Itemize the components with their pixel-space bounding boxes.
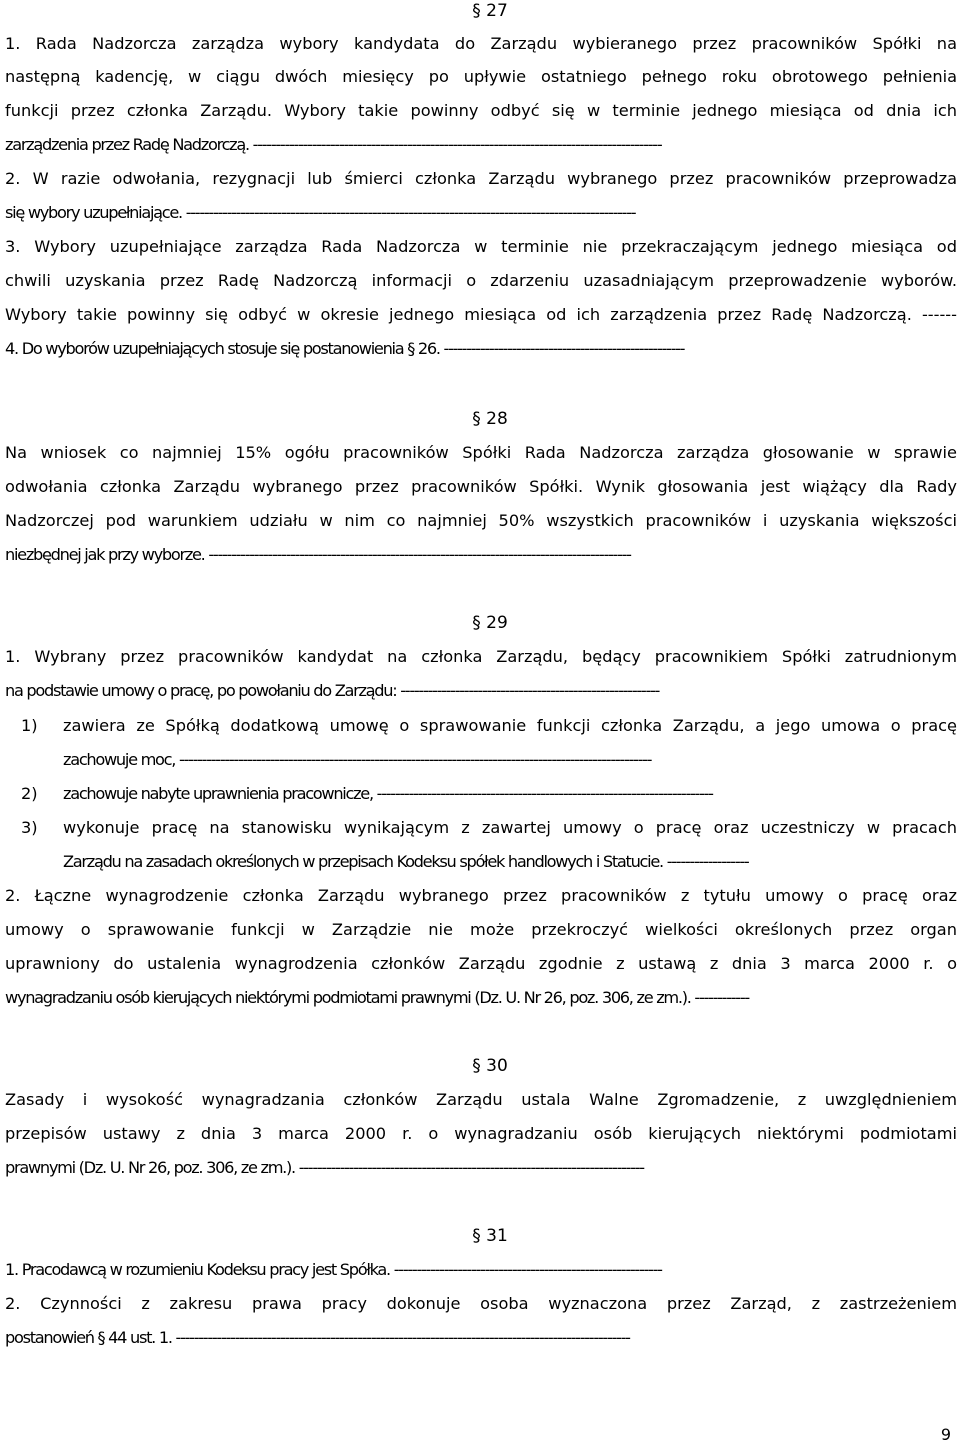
paragraph-line: 2. Czynności z zakresu prawa pracy dokonuje osoba wyznaczona przez Zarząd, z zastrzeżeniem	[5, 1294, 957, 1313]
paragraph-line: funkcji przez członka Zarządu. Wybory takie powinny odbyć się w terminie jednego miesiąca od dnia ich	[5, 101, 957, 120]
paragraph-line: zarządzenia przez Radę Nadzorczą. ------------------------------------------------------------------------------------------	[5, 135, 662, 154]
list-item-line: zawiera ze Spółką dodatkową umowę o sprawowanie funkcji członka Zarządu, a jego umowa o pracę	[63, 716, 957, 735]
paragraph-line: postanowień § 44 ust. 1. ----------------------------------------------------------------------------------------------------	[5, 1328, 630, 1347]
paragraph-line: się wybory uzupełniające. ---------------------------------------------------------------------------------------------------	[5, 203, 636, 222]
paragraph-line: 2. W razie odwołania, rezygnacji lub śmierci członka Zarządu wybranego przez pracowników przeprowadza	[5, 169, 957, 188]
paragraph-line: uprawniony do ustalenia wynagrodzenia członków Zarządu zgodnie z ustawą z dnia 3 marca 2000 r. o	[5, 954, 957, 973]
paragraph-line: 1. Pracodawcą w rozumieniu Kodeksu pracy jest Spółka. -----------------------------------------------------------	[5, 1260, 662, 1279]
list-item-number: 2)	[21, 784, 38, 803]
section-heading-29: § 29	[472, 613, 508, 633]
section-heading-30: § 30	[472, 1056, 508, 1076]
list-item-line: Zarządu na zasadach określonych w przepisach Kodeksu spółek handlowych i Statucie. ------------------	[63, 852, 749, 871]
paragraph-line: odwołania członka Zarządu wybranego przez pracowników Spółki. Wynik głosowania jest wiążący dla Rady	[5, 477, 957, 496]
list-item-number: 1)	[21, 716, 38, 735]
list-item-line: wykonuje pracę na stanowisku wynikającym z zawartej umowy o pracę oraz uczestniczy w pracach	[63, 818, 957, 837]
paragraph-line: 1. Rada Nadzorcza zarządza wybory kandydata do Zarządu wybieranego przez pracowników Spółki na	[5, 34, 957, 53]
list-item-number: 3)	[21, 818, 38, 837]
paragraph-line: przepisów ustawy z dnia 3 marca 2000 r. o wynagradzaniu osób kierujących niektórymi podmiotami	[5, 1124, 957, 1143]
section-heading-31: § 31	[472, 1226, 508, 1246]
list-item-line: zachowuje nabyte uprawnienia pracownicze, --------------------------------------------------------------------------	[63, 784, 713, 803]
paragraph-line: chwili uzyskania przez Radę Nadzorczą informacji o zdarzeniu uzasadniającym przeprowadzenie wyborów.	[5, 271, 957, 290]
paragraph-line: 3. Wybory uzupełniające zarządza Rada Nadzorcza w terminie nie przekraczającym jednego miesiąca od	[5, 237, 957, 256]
page-number: 9	[940, 1425, 951, 1444]
paragraph-line: wynagradzaniu osób kierujących niektórymi podmiotami prawnymi (Dz. U. Nr 26, poz. 306, ze zm.). ------------	[5, 988, 749, 1007]
paragraph-line: umowy o sprawowanie funkcji w Zarządzie nie może przekroczyć wielkości określonych przez organ	[5, 920, 957, 939]
paragraph-line: niezbędnej jak przy wyborze. ---------------------------------------------------------------------------------------------	[5, 545, 631, 564]
paragraph-line: Zasady i wysokość wynagradzania członków Zarządu ustala Walne Zgromadzenie, z uwzględnieniem	[5, 1090, 957, 1109]
paragraph-line: prawnymi (Dz. U. Nr 26, poz. 306, ze zm.). ----------------------------------------------------------------------------	[5, 1158, 644, 1177]
paragraph-line: Nadzorczej pod warunkiem udziału w nim co najmniej 50% wszystkich pracowników i uzyskania większości	[5, 511, 957, 530]
paragraph-line: 4. Do wyborów uzupełniających stosuje się postanowienia § 26. -----------------------------------------------------	[5, 339, 685, 358]
paragraph-line: 2. Łączne wynagrodzenie członka Zarządu wybranego przez pracowników z tytułu umowy o pracę oraz	[5, 886, 957, 905]
paragraph-line: Wybory takie powinny się odbyć w okresie jednego miesiąca od ich zarządzenia przez Radę Nadzorczą. ------	[5, 305, 957, 324]
section-heading-28: § 28	[472, 409, 508, 429]
paragraph-line: następną kadencję, w ciągu dwóch miesięcy po upływie ostatniego pełnego roku obrotowego pełnienia	[5, 67, 957, 86]
paragraph-line: na podstawie umowy o pracę, po powołaniu do Zarządu: ---------------------------------------------------------	[5, 681, 660, 700]
list-item-line: zachowuje moc, --------------------------------------------------------------------------------------------------------	[63, 750, 652, 769]
section-heading-27: § 27	[472, 1, 508, 21]
paragraph-line: Na wniosek co najmniej 15% ogółu pracowników Spółki Rada Nadzorcza zarządza głosowanie w sprawie	[5, 443, 957, 462]
paragraph-line: 1. Wybrany przez pracowników kandydat na członka Zarządu, będący pracownikiem Spółki zatrudnionym	[5, 647, 957, 666]
